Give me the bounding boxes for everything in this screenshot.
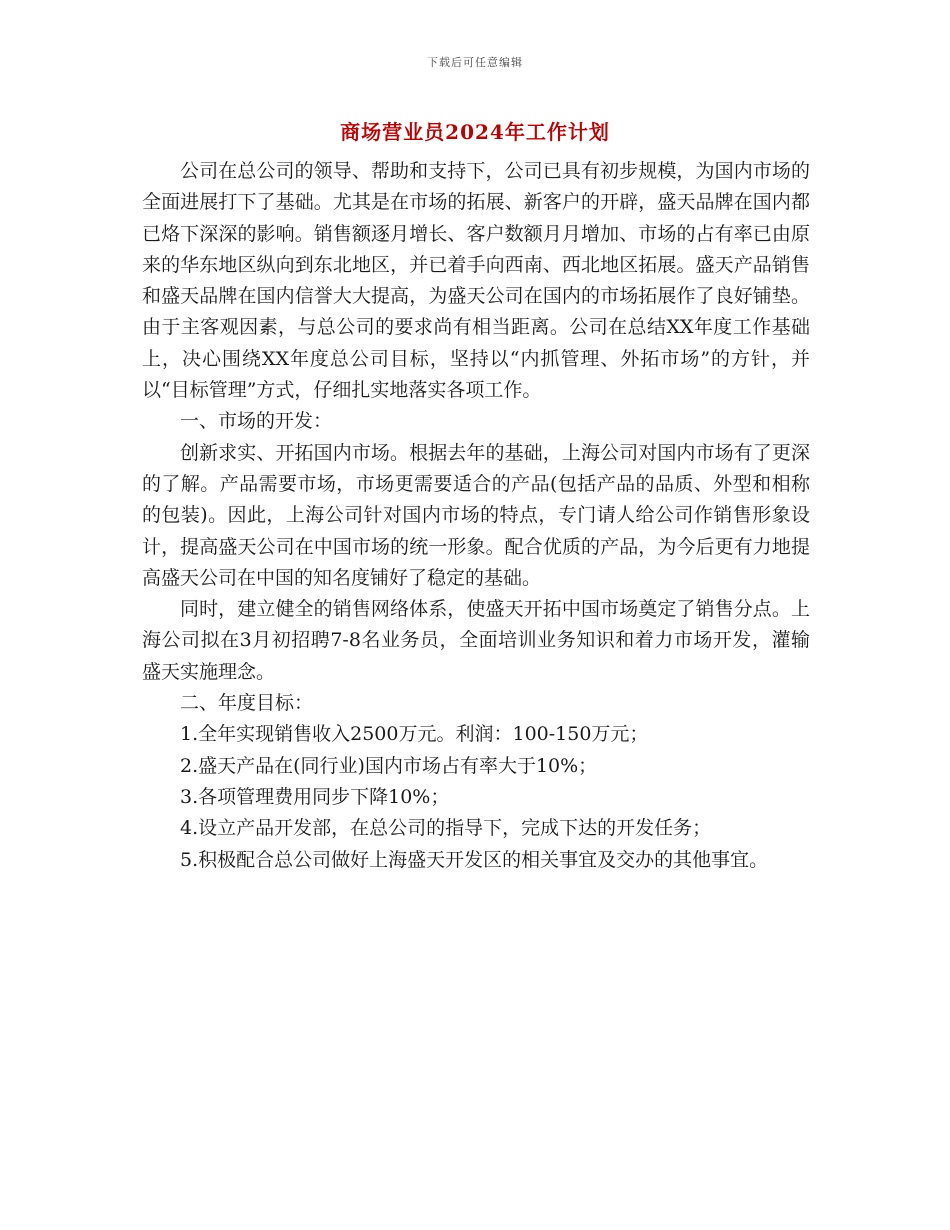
goal-item-4: 4.设立产品开发部，在总公司的指导下，完成下达的开发任务； (180, 817, 712, 840)
paragraph-market-development: 创新求实、开拓国内市场。根据去年的基础，上海公司对国内市场有了更深的了解。产品需要市场，市场更需要适合的产品(包括产品的品质、外型和相称的包装)。因此，上海公司针对国内市场的特点，专门请人给公司作销售形象设计，提高盛天公司在中国市场的统一形象。配合优质的产品，为今后更有力地提高盛天公司在中国的知名度铺好了稳定的基础。 (142, 441, 810, 589)
goal-item-3: 3.各项管理费用同步下降10%； (180, 785, 450, 808)
goal-item-2: 2.盛天产品在(同行业)国内市场占有率大于10%； (180, 754, 598, 777)
document-body (142, 156, 810, 876)
document-title: 商场营业员2024年工作计划 (340, 120, 610, 144)
section-heading-goals: 二、年度目标： (180, 692, 314, 715)
paragraph-sales-network: 同时，建立健全的销售网络体系，使盛天开拓中国市场奠定了销售分点。上海公司拟在3月初招聘7-8名业务员，全面培训业务知识和着力市场开发，灌输盛天实施理念。 (142, 598, 810, 683)
paragraph-intro: 公司在总公司的领导、帮助和支持下，公司已具有初步规模，为国内市场的全面进展打下了基础。尤其是在市场的拓展、新客户的开辟，盛天品牌在国内都已烙下深深的影响。销售额逐月增长、客户数额月月增加、市场的占有率已由原来的华东地区纵向到东北地区，并已着手向西南、西北地区拓展。盛天产品销售和盛天品牌在国内信誉大大提高，为盛天公司在国内的市场拓展作了良好铺垫。由于主客观因素，与总公司的要求尚有相当距离。公司在总结XX年度工作基础上，决心围绕XX年度总公司目标，坚持以“内抓管理、外拓市场”的方针，并以“目标管理”方式，仔细扎实地落实各项工作。 (142, 160, 810, 402)
goal-item-5: 5.积极配合总公司做好上海盛天开发区的相关事宜及交办的其他事宜。 (180, 848, 769, 871)
goal-item-1: 1.全年实现销售收入2500万元。利润：100-150万元； (180, 723, 649, 746)
section-heading-market: 一、市场的开发： (180, 410, 333, 433)
page-header-note: 下载后可任意编辑 (427, 56, 523, 69)
